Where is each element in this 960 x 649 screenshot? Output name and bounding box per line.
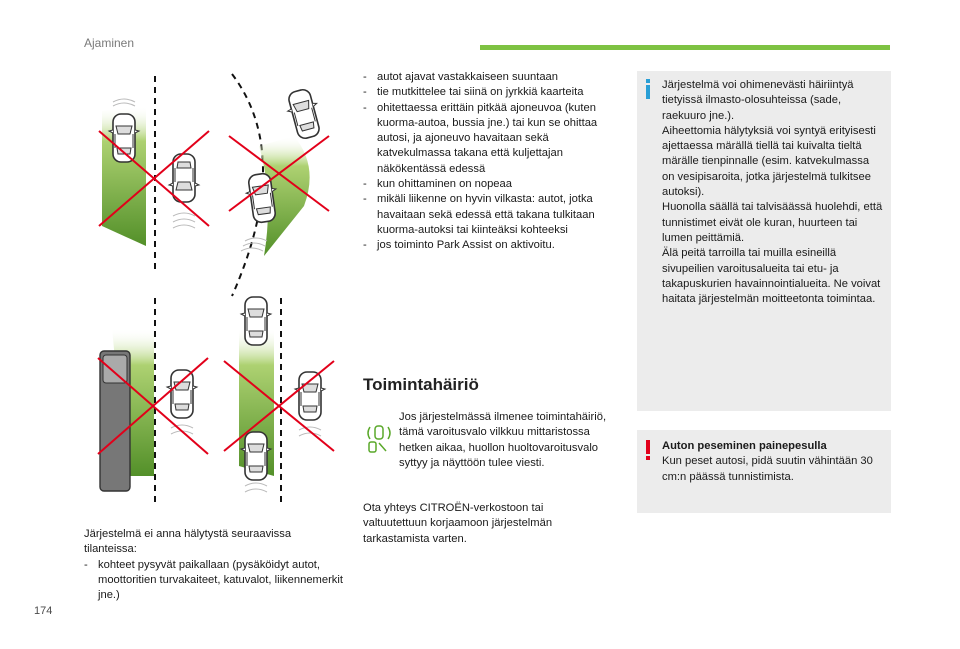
left-intro: Järjestelmä ei anna hälytystä seuraavissa tilanteissa:: [84, 528, 292, 556]
middle-list: [363, 70, 618, 254]
list-item: - kun ohittaminen on nopeaa: [363, 177, 618, 192]
warning-text-block: [662, 439, 884, 485]
section-title: Ajaminen: [84, 36, 135, 50]
list-item: - autot ajavat vastakkaiseen suuntaan: [363, 70, 618, 85]
fault-text: Jos järjestelmässä ilmenee toimintahäiriö, tämä varoitusvalo vilkkuu mittaristossa hetken aikaa, huollon huoltovaroitusvalo syttyy ja näyttöön tulee viesti.: [399, 411, 607, 469]
list-item: - kohteet pysyvät paikallaan (pysäköidyt autot, moottoritien turvakaiteet, katuvalot, liikennemerkit jne.): [84, 558, 344, 604]
warning-body: Kun peset autosi, pidä suutin vähintään 30 cm:n päässä tunnistimista.: [662, 455, 873, 483]
list-item: - mikäli liikenne on hyvin vilkasta: autot, jotka havaitaan sekä edessä että takana tulkitaan kuorma-autoksi tai kiinteäksi kohteeksi: [363, 192, 618, 238]
warning-title: Auton peseminen painepesulla: [662, 440, 827, 452]
info-text: Järjestelmä voi ohimenevästi häiriintyä tietyissä ilmasto-olosuhteissa (sade, raekuuro jne.). Aiheettomia hälytyksiä voi syntyä erityisesti ajettaessa märällä tiellä tai kuivalta tieltä märälle tienpinnalle (esim. katvekulmassa on vesipisaroita, jotka järjestelmä tulkitsee autoksi). Huonolla säällä tai talvisäässä huolehdi, että tunnistimet eivät ole kuran, huurteen tai lumen peittämiä. Älä peitä tarroilla tai muilla esineillä sivupeilien varoitusalueita tai etu- ja takapuskurien havainnointialueita. Ne voivat haitata järjestelmän moitteetonta toimintaa.: [662, 79, 883, 306]
left-column-text: [84, 527, 344, 603]
list-item: - jos toiminto Park Assist on aktivoitu.: [363, 238, 618, 253]
list-item: - ohitettaessa erittäin pitkää ajoneuvoa (kuten kuorma-autoa, bussia jne.) tai kun se ohittaa autosi, ja ajoneuvo havaitaan sekä katvekulmassa takana että kuljettajan näkökentässä edessä: [363, 101, 618, 177]
blind-spot-warning-light-icon: [366, 423, 392, 453]
scene-curved-road: [229, 74, 329, 296]
left-list: [84, 558, 344, 604]
info-icon: [645, 79, 651, 99]
scene-oncoming-traffic: [99, 76, 209, 271]
page-number: 174: [34, 605, 53, 617]
contact-text: Ota yhteys CITROËN-verkostoon tai valtuutettuun korjaamoon järjestelmän tarkastamista varten.: [363, 502, 553, 545]
warning-icon: [645, 440, 651, 460]
section-accent-bar: [480, 45, 890, 50]
scene-long-vehicle: [98, 298, 208, 506]
blind-spot-illustrations: [84, 66, 354, 516]
fault-heading: Toimintahäiriö: [363, 375, 479, 394]
middle-list-block: [363, 70, 618, 254]
list-item: - tie mutkittelee tai siinä on jyrkkiä kaarteita: [363, 85, 618, 100]
scene-heavy-traffic: [224, 297, 334, 506]
